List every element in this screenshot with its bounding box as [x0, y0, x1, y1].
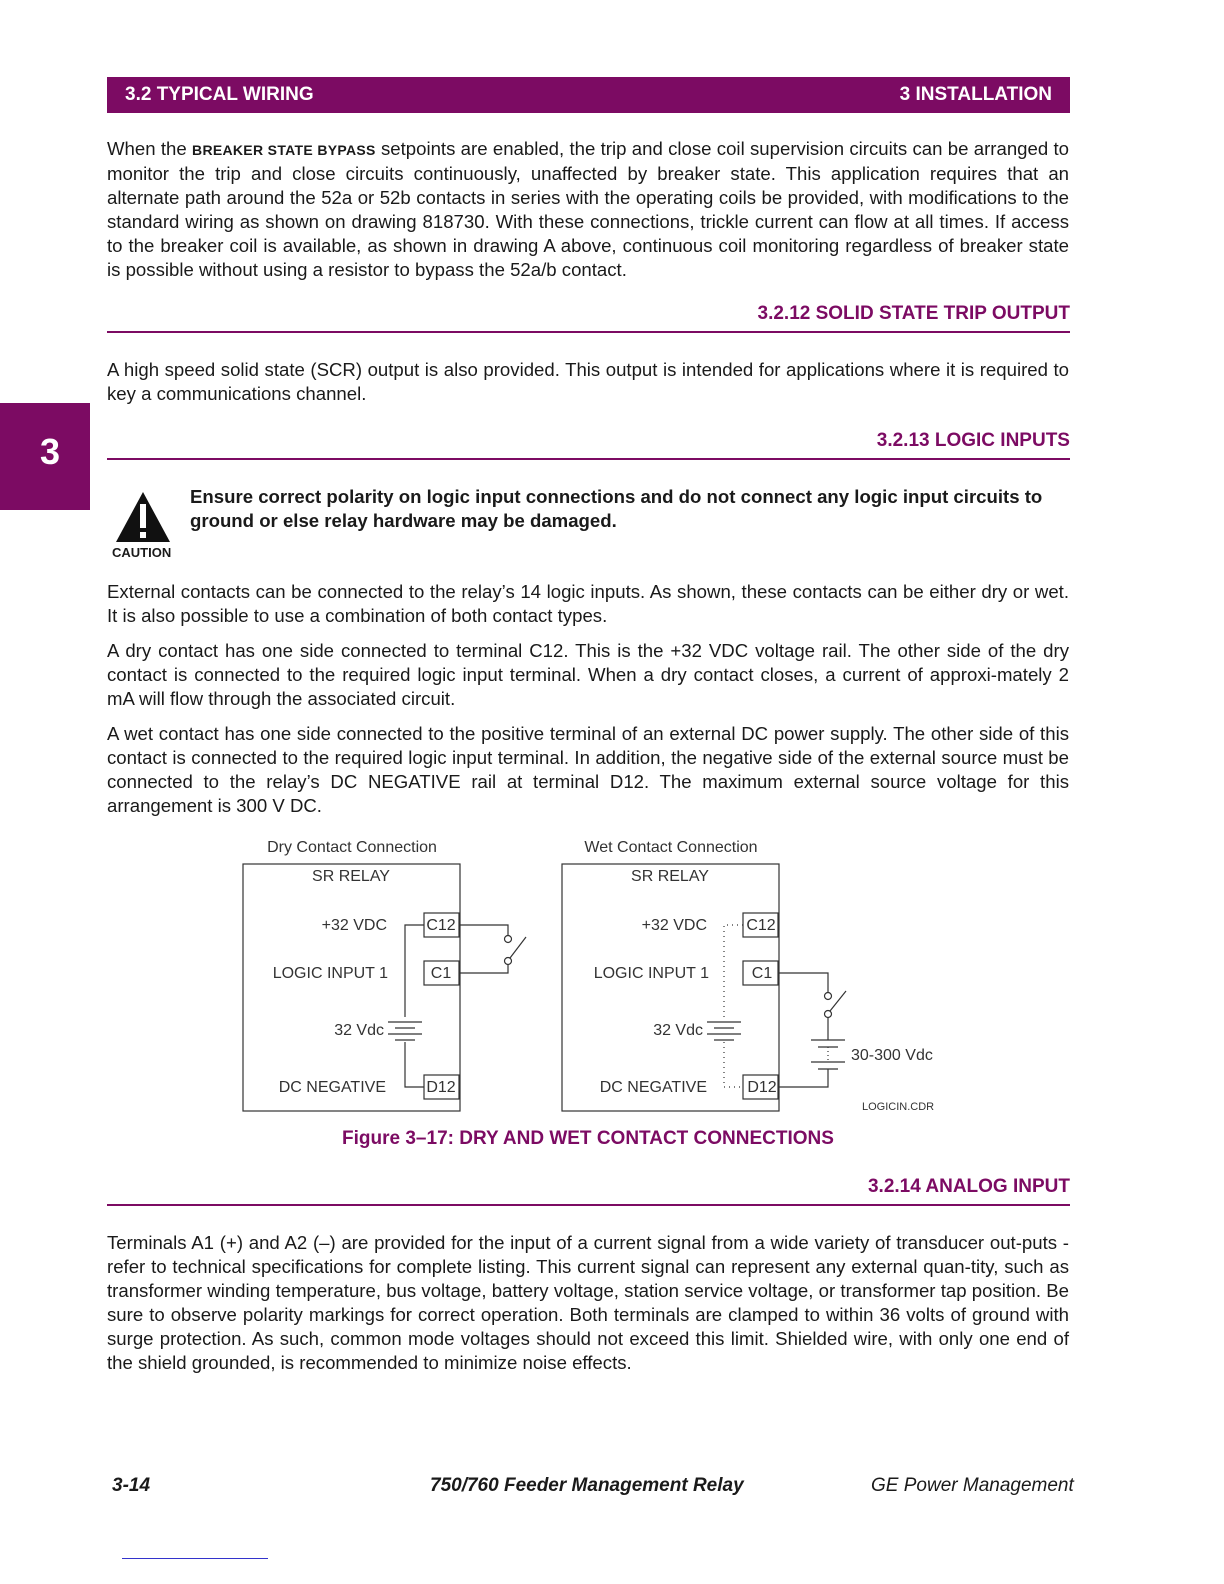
- figure-file-name: LOGICIN.CDR: [862, 1101, 935, 1113]
- section-heading-analog-input: 3.2.14 ANALOG INPUT: [107, 1176, 1070, 1206]
- wet-logic-label: LOGIC INPUT 1: [593, 965, 709, 982]
- wet-figure-title: Wet Contact Connection: [584, 839, 758, 856]
- setpoint-name: BREAKER STATE BYPASS: [192, 142, 376, 158]
- wet-neg-label: DC NEGATIVE: [599, 1079, 707, 1096]
- page-header-bar: [107, 77, 1070, 113]
- footer-doc-title: 750/760 Feeder Management Relay: [430, 1475, 744, 1496]
- dry-contact-terminal: [505, 958, 512, 965]
- dry-terminal-c1-box: [424, 961, 459, 985]
- wet-internal-positive-wire: [724, 925, 743, 1017]
- dry-logic-label: LOGIC INPUT 1: [272, 965, 388, 982]
- dry-relay-box: [243, 864, 460, 1111]
- dry-contact-wire-bottom: [459, 965, 508, 973]
- dry-terminal-d12: D12: [426, 1079, 456, 1096]
- solid-state-paragraph: A high speed solid state (SCR) output is also provided. This output is intended for applications where it is required to key a communications channel.: [107, 359, 1069, 404]
- dry-supply-label: 32 Vdc: [334, 1022, 384, 1039]
- dry-terminal-c12-box: [424, 913, 459, 937]
- dry-figure-title: Dry Contact Connection: [267, 839, 437, 856]
- wet-contact-switch: [830, 991, 846, 1011]
- wet-contact-terminal: [825, 993, 832, 1000]
- header-chapter-title: 3 INSTALLATION: [899, 84, 1052, 105]
- wet-terminal-c12-box: [743, 913, 778, 937]
- dry-contact-wire-top: [459, 925, 508, 935]
- dry-terminal-c12: C12: [426, 917, 456, 934]
- wet-internal-negative-wire: [724, 1042, 743, 1087]
- dry-supply-negative-wire: [405, 1042, 424, 1087]
- dry-neg-label: DC NEGATIVE: [278, 1079, 386, 1096]
- wet-return-wire: [778, 1069, 828, 1087]
- wet-terminal-c1-box: [743, 961, 778, 985]
- chapter-side-tab: [0, 403, 90, 510]
- logic-paragraph-2: A dry contact has one side connected to terminal C12. This is the +32 VDC voltage rail. The other side of the dry contact is connected to the required logic input terminal. When a dry contact closes, a current of approxi-mately 2 mA will flow through the associated circuit.: [107, 640, 1069, 709]
- dry-relay-label: SR RELAY: [312, 868, 390, 885]
- chapter-number: 3: [39, 431, 61, 472]
- footer-link-underline: [122, 1558, 268, 1559]
- logic-paragraph-3: A wet contact has one side connected to the positive terminal of an external DC power supply. The other side of this contact is connected to the required logic input terminal. In addition, the negative side of the external source must be connected to the relay’s DC NEGATIVE rail at terminal D12. The maximum external source voltage for this arrangement is 300 V DC.: [107, 723, 1069, 816]
- wet-contact-terminal: [825, 1011, 832, 1018]
- wet-terminal-d12-box: [743, 1075, 778, 1099]
- wet-terminal-d12: D12: [747, 1079, 777, 1096]
- header-section-title: 3.2 TYPICAL WIRING: [125, 84, 314, 105]
- dry-vdc-label: +32 VDC: [321, 917, 387, 934]
- dry-terminal-c1: C1: [430, 965, 452, 982]
- section-heading-logic-inputs: 3.2.13 LOGIC INPUTS: [107, 430, 1070, 460]
- wet-supply-label: 32 Vdc: [653, 1022, 703, 1039]
- footer-company: GE Power Management: [871, 1475, 1074, 1496]
- footer-page-number: 3-14: [112, 1475, 151, 1496]
- wet-external-supply-label: 30-300 Vdc: [851, 1047, 933, 1064]
- analog-input-paragraph: Terminals A1 (+) and A2 (–) are provided for the input of a current signal from a wide variety of transducer out-puts - refer to technical specifications for complete listing. This current signal can represent any external quan-tity, such as transformer winding temperature, bus voltage, battery voltage, station service voltage, or transformer tap position. Be sure to observe polarity markings for correct operation. Both terminals are clamped to within 36 volts of ground with surge protection. As such, common mode voltages should not exceed this limit. Shielded wire, with only one end of the shield grounded, is recommended to minimize noise effects.: [107, 1232, 1069, 1373]
- dry-terminal-d12-box: [424, 1075, 459, 1099]
- caution-label: CAUTION: [112, 545, 172, 560]
- wet-terminal-c12: C12: [746, 917, 776, 934]
- section-heading-solid-state-trip: 3.2.12 SOLID STATE TRIP OUTPUT: [107, 303, 1070, 333]
- figure-caption: Figure 3–17: DRY AND WET CONTACT CONNECTIONS: [342, 1128, 834, 1149]
- dry-contact-terminal: [505, 936, 512, 943]
- dry-contact-switch: [510, 937, 526, 958]
- caution-icon: [114, 490, 172, 546]
- wet-relay-label: SR RELAY: [631, 868, 709, 885]
- intro-paragraph: When the BREAKER STATE BYPASS setpoints are enabled, the trip and close coil supervision circuits can be arranged to monitor the trip and close circuits continuously, unaffected by breaker state. This application requires that an alternate path around the 52a or 52b contacts in series with the operating coils be provided, with modifications to the standard wiring as shown on drawing 818730. With these connections, trickle current can flow at all times. If access to the breaker coil is available, as shown in drawing A above, continuous coil monitoring regardless of breaker state is possible without using a resistor to bypass the 52a/b contact.: [107, 138, 1069, 280]
- logic-paragraph-1: External contacts can be connected to the relay’s 14 logic inputs. As shown, these contacts can be either dry or wet. It is also possible to use a combination of both contact types.: [107, 581, 1069, 626]
- wet-contact-wire-top: [778, 973, 828, 992]
- wet-terminal-c1: C1: [751, 965, 773, 982]
- wet-relay-box: [562, 864, 779, 1111]
- dry-supply-positive-wire: [405, 925, 424, 1017]
- wet-vdc-label: +32 VDC: [641, 917, 707, 934]
- caution-text: Ensure correct polarity on logic input connections and do not connect any logic input circuits to ground or else relay hardware may be damaged.: [190, 486, 1043, 531]
